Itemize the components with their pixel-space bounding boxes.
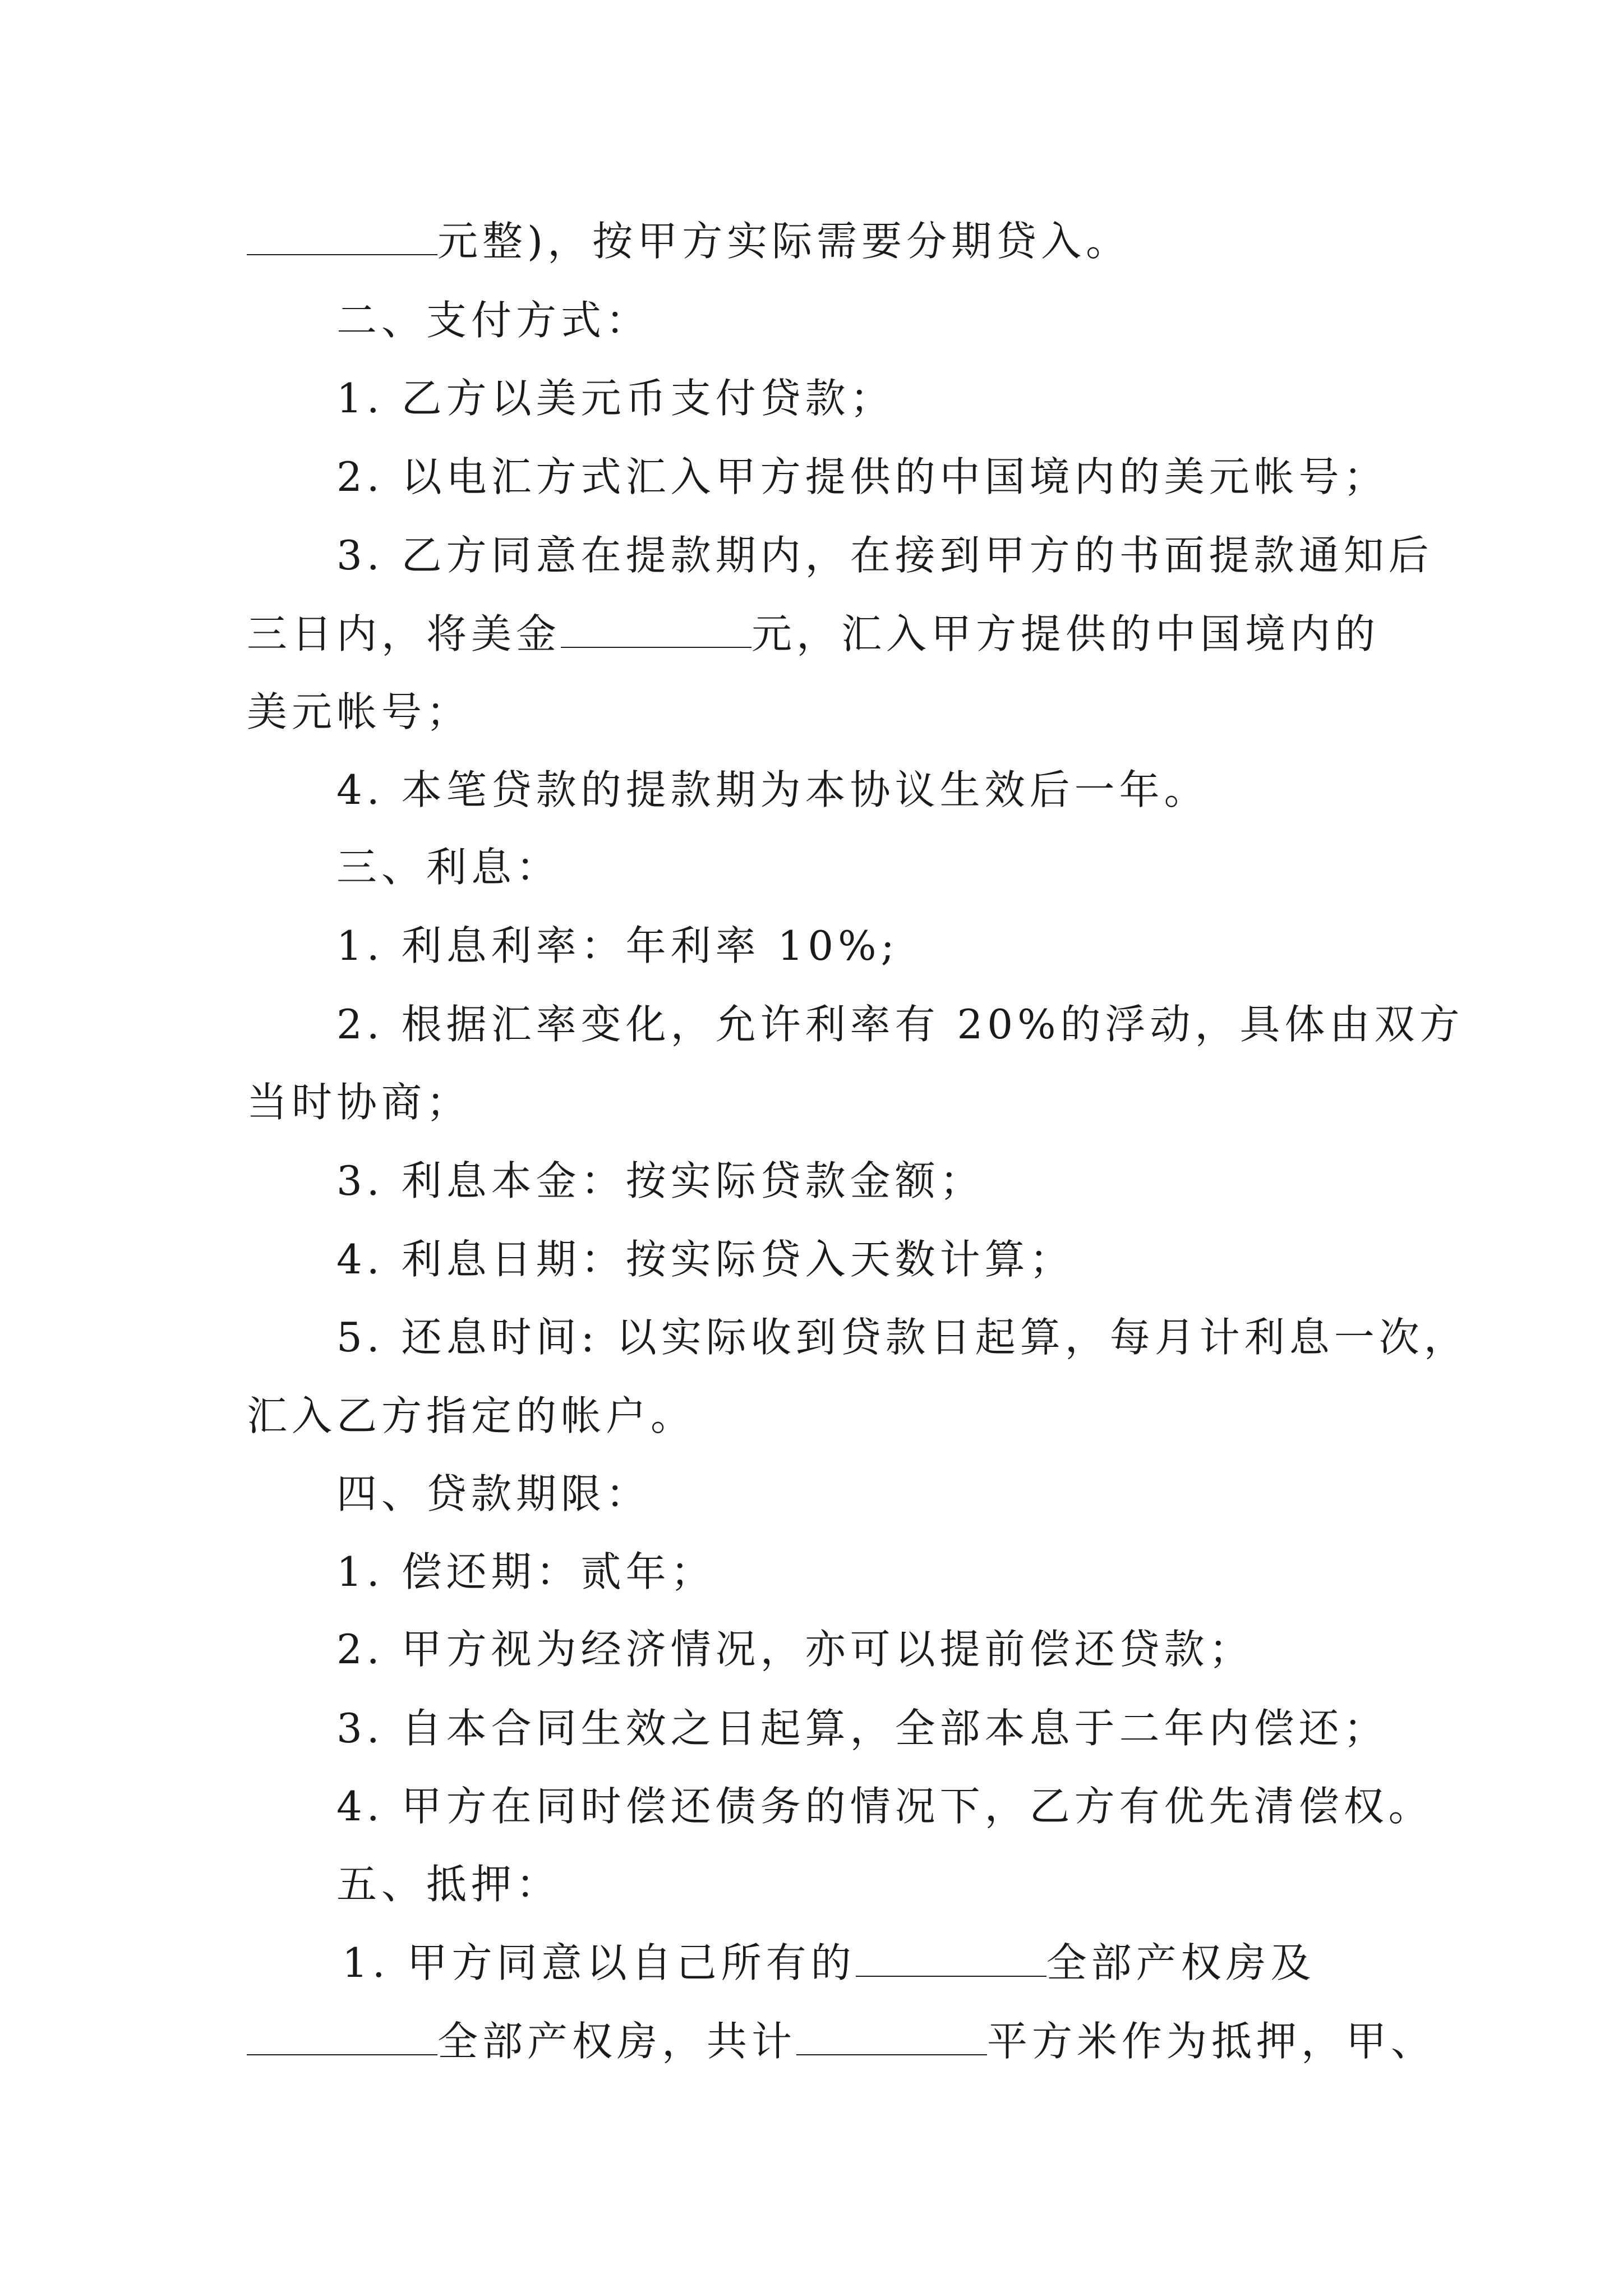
section-heading: 二、支付方式：: [336, 297, 651, 344]
text-segment: 三日内，将美金: [247, 610, 561, 657]
section-heading: 五、抵押：: [336, 1861, 561, 1908]
clause-item: 1. 利息利率：年利率 10%;: [336, 922, 899, 969]
fill-blank: [247, 2018, 437, 2055]
text-line: [247, 2013, 1436, 2069]
clause-item: 4. 本笔贷款的提款期为本协议生效后一年。: [336, 766, 1209, 813]
text-line: [247, 213, 1131, 269]
clause-item: [342, 1935, 1316, 1991]
clause-item: 1. 偿还期：贰年；: [336, 1548, 716, 1595]
text-segment: 1. 甲方同意以自己所有的: [342, 1939, 856, 1986]
text-line: 汇入乙方指定的帐户。: [247, 1392, 696, 1439]
section-heading: 四、贷款期限：: [336, 1470, 651, 1517]
text-segment: 平方米作为抵押，甲、: [987, 2018, 1436, 2065]
fill-blank: [796, 2018, 987, 2055]
fill-blank: [856, 1940, 1046, 1977]
clause-item: 2. 根据汇率变化，允许利率有 20%的浮动，具体由双方: [336, 1001, 1464, 1048]
text-line: 美元帐号；: [247, 688, 472, 735]
text-line: [247, 606, 1380, 662]
clause-item: 4. 甲方在同时偿还债务的情况下，乙方有优先清偿权。: [336, 1783, 1433, 1830]
clause-item: 4. 利息日期：按实际贷入天数计算；: [336, 1236, 1075, 1283]
clause-item: 3. 乙方同意在提款期内，在接到甲方的书面提款通知后: [336, 532, 1433, 579]
section-heading: 三、利息：: [336, 844, 561, 891]
clause-item: 5. 还息时间: 以实际收到贷款日起算，每月计利息一次，: [336, 1314, 1469, 1361]
text-line: 当时协商；: [247, 1079, 472, 1126]
fill-blank: [561, 611, 751, 648]
text-segment: 全部产权房及: [1046, 1939, 1316, 1986]
clause-item: 3. 利息本金：按实际贷款金额；: [336, 1157, 985, 1204]
text-segment: 元整)，按甲方实际需要分期贷入。: [437, 218, 1131, 265]
clause-item: 1. 乙方以美元币支付贷款；: [336, 375, 895, 422]
text-segment: 全部产权房，共计: [437, 2018, 797, 2065]
fill-blank: [247, 218, 437, 255]
clause-item: 2. 甲方视为经济情况，亦可以提前偿还贷款；: [336, 1626, 1254, 1673]
clause-item: 2. 以电汇方式汇入甲方提供的中国境内的美元帐号；: [336, 453, 1389, 500]
text-segment: 元，汇入甲方提供的中国境内的: [751, 610, 1380, 657]
clause-item: 3. 自本合同生效之日起算，全部本息于二年内偿还；: [336, 1705, 1389, 1752]
